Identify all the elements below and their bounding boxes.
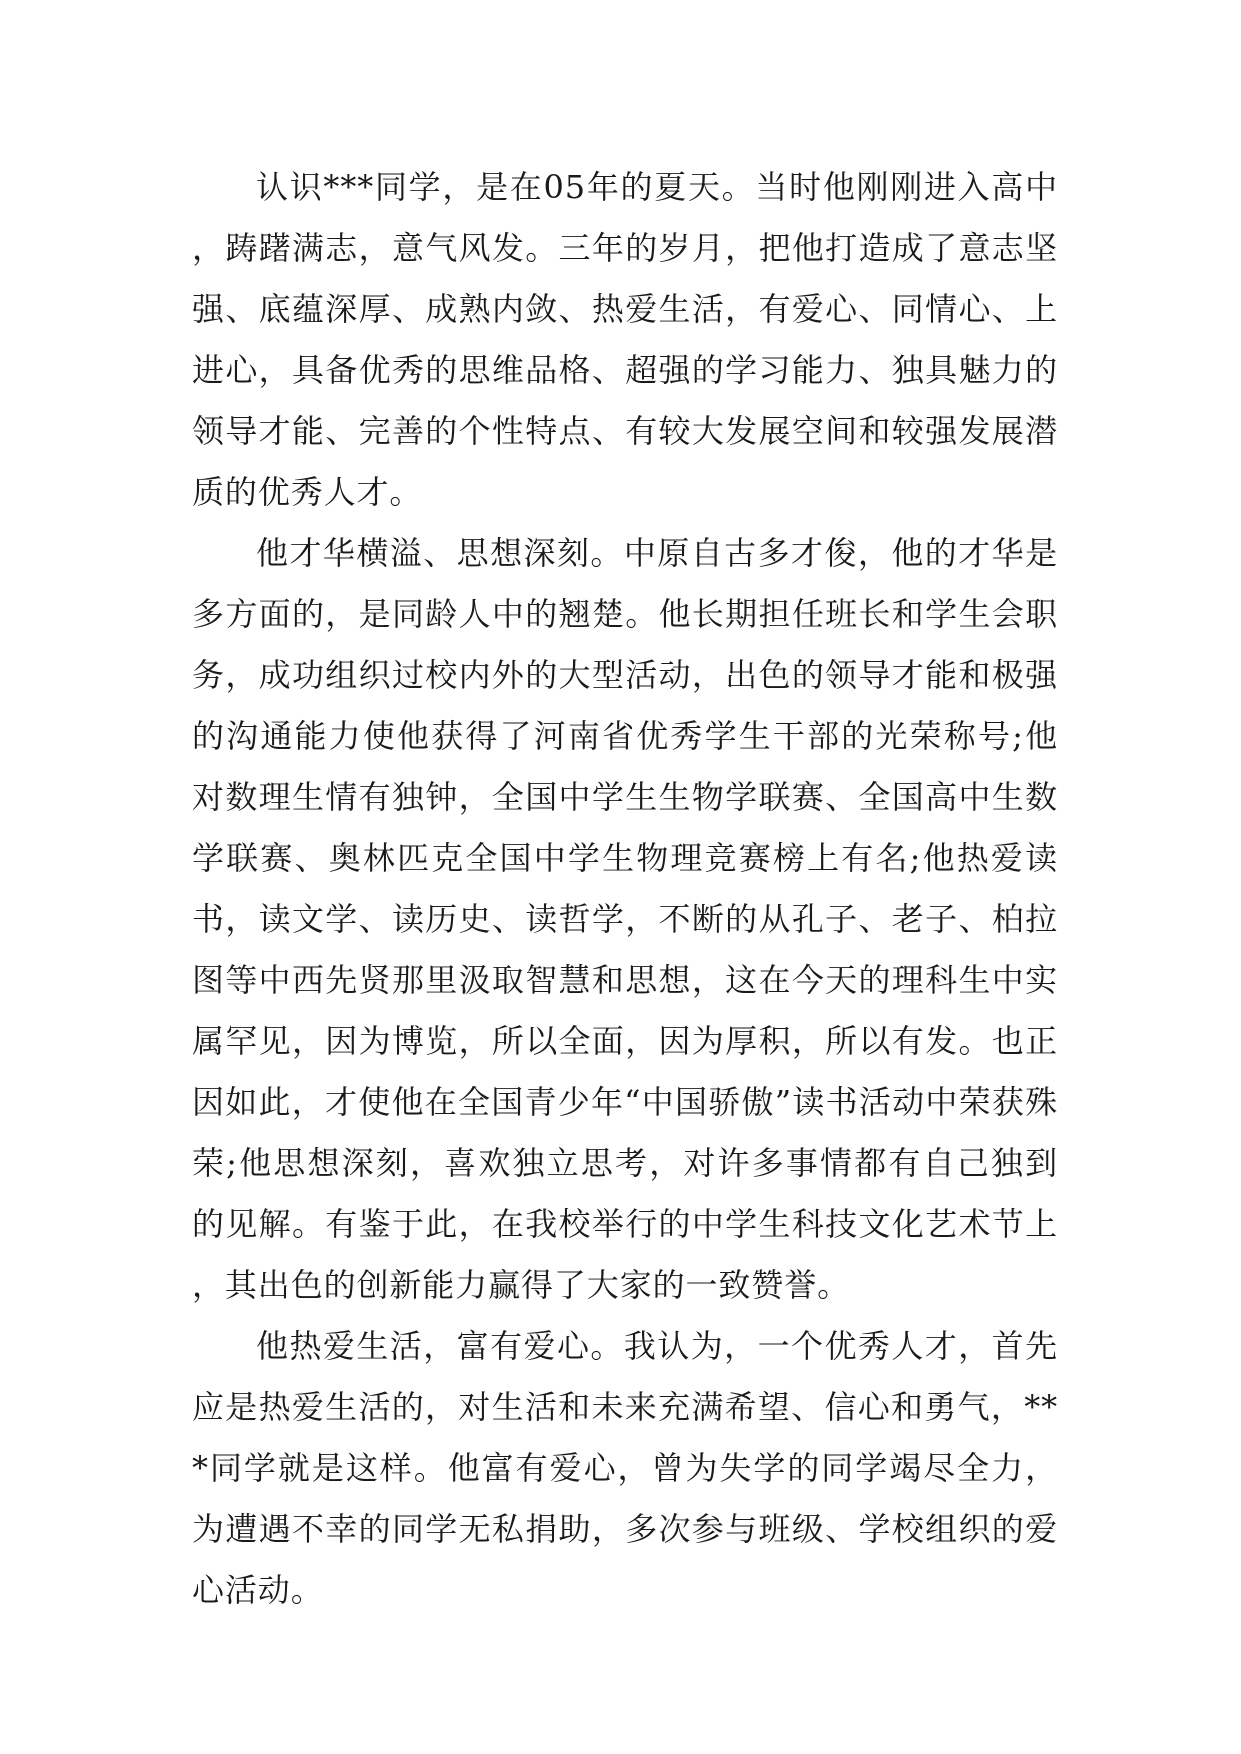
paragraph-character: 他热爱生活，富有爱心。我认为，一个优秀人才，首先应是热爱生活的，对生活和未来充满希望、信心和勇气，***同学就是这样。他富有爱心，曾为失学的同学竭尽全力，为遭遇不幸的同学无私捐助，多次参与班级、学校组织的爱心活动。 [192,1327,1058,1609]
document-body [192,157,1058,1621]
paragraph-introduction: 认识***同学，是在05年的夏天。当时他刚刚进入高中，踌躇满志，意气风发。三年的岁月，把他打造成了意志坚强、底蕴深厚、成熟内敛、热爱生活，有爱心、同情心、上进心，具备优秀的思维品格、超强的学习能力、独具魅力的领导才能、完善的个性特点、有较大发展空间和较强发展潜质的优秀人才。 [192,168,1058,511]
paragraph-talent: 他才华横溢、思想深刻。中原自古多才俊，他的才华是多方面的，是同龄人中的翘楚。他长期担任班长和学生会职务，成功组织过校内外的大型活动，出色的领导才能和极强的沟通能力使他获得了河南省优秀学生干部的光荣称号;他对数理生情有独钟，全国中学生生物学联赛、全国高中生数学联赛、奥林匹克全国中学生物理竞赛榜上有名;他热爱读书，读文学、读历史、读哲学，不断的从孔子、老子、柏拉图等中西先贤那里汲取智慧和思想，这在今天的理科生中实属罕见，因为博览，所以全面，因为厚积，所以有发。也正因如此，才使他在全国青少年“中国骄傲”读书活动中荣获殊荣;他思想深刻，喜欢独立思考，对许多事情都有自己独到的见解。有鉴于此，在我校举行的中学生科技文化艺术节上，其出色的创新能力赢得了大家的一致赞誉。 [192,534,1058,1304]
